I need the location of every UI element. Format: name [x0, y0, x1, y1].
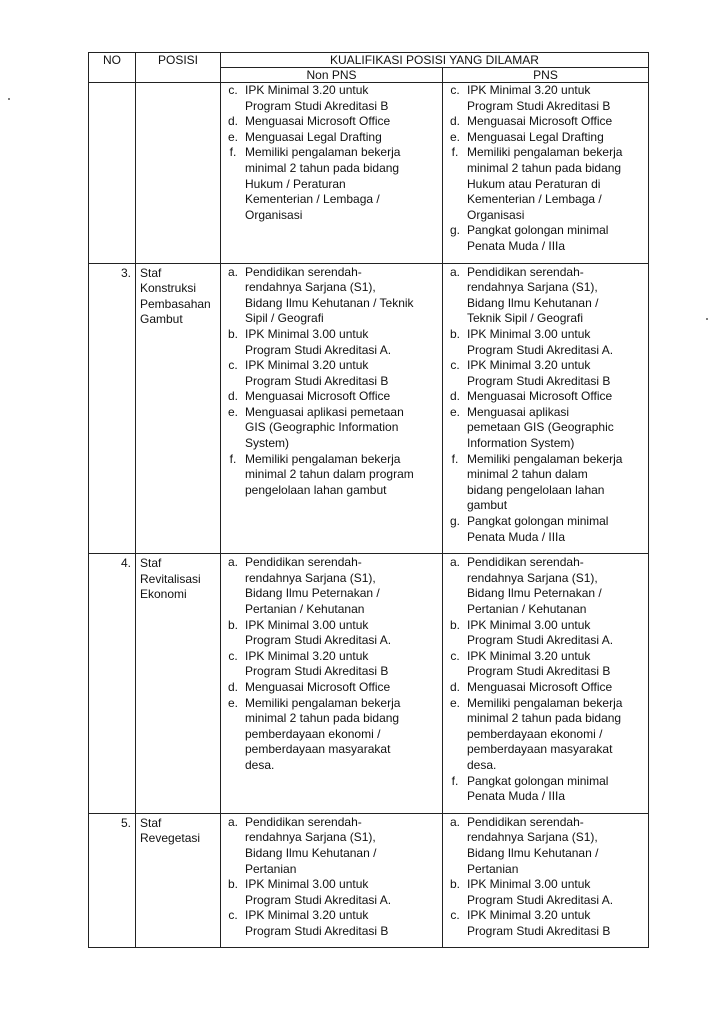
pns-qualifications: [443, 83, 649, 264]
item-letter: c.: [450, 83, 460, 97]
position-name: Staf Revegetasi: [136, 813, 221, 948]
item-text: Memiliki pengalaman bekerja minimal 2 tahun pada bidang pemberdayaan ekonomi / pemberdayaan masyarakat desa.: [245, 695, 401, 772]
item-text: Memiliki pengalaman bekerja minimal 2 tahun pada bidang Hukum / Peraturan Kementerian / Lembaga / Organisasi: [245, 145, 401, 222]
qualification-item: [443, 358, 646, 389]
qualification-list: [221, 265, 440, 499]
item-letter: e.: [449, 695, 460, 710]
qualification-item: [221, 389, 440, 405]
item-letter: c.: [228, 648, 238, 663]
qualification-item: [221, 680, 440, 696]
item-letter: f.: [229, 145, 237, 160]
qualification-item: [221, 815, 440, 877]
header-kualifikasi: KUALIFIKASI POSISI YANG DILAMAR: [221, 53, 649, 68]
qualification-item: [443, 452, 646, 514]
table-body: [89, 83, 649, 948]
table-row: [89, 813, 649, 948]
position-name: [136, 83, 221, 264]
item-letter: d.: [227, 114, 238, 129]
qualification-item: [443, 223, 646, 254]
row-number: 5.: [89, 813, 136, 948]
header-no: NO: [89, 53, 136, 83]
item-letter: e.: [227, 404, 238, 419]
qualification-item: [443, 389, 646, 405]
scan-speck: [8, 98, 10, 100]
qualification-item: [443, 130, 646, 146]
item-text: IPK Minimal 3.20 untuk Program Studi Akreditasi B: [467, 648, 611, 679]
item-text: IPK Minimal 3.00 untuk Program Studi Akreditasi A.: [245, 326, 392, 357]
item-text: IPK Minimal 3.00 untuk Program Studi Akreditasi A.: [467, 877, 614, 907]
header-pns: PNS: [443, 68, 649, 83]
item-text: Pendidikan serendah- rendahnya Sarjana (S1), Bidang Ilmu Peternakan / Pertanian / Kehutanan: [467, 555, 602, 616]
scan-speck: [706, 318, 708, 320]
item-text: Menguasai Microsoft Office: [245, 679, 391, 694]
qualification-item: [443, 774, 646, 805]
item-text: Memiliki pengalaman bekerja minimal 2 tahun pada bidang pemberdayaan ekonomi / pemberdayaan masyarakat desa.: [467, 695, 623, 772]
item-letter: a.: [227, 555, 238, 570]
item-letter: g.: [449, 514, 460, 529]
item-text: Menguasai Legal Drafting: [245, 129, 382, 144]
qualification-item: [221, 908, 440, 939]
qualification-item: [221, 696, 440, 774]
qualification-item: [221, 265, 440, 327]
position-name: Staf Revitalisasi Ekonomi: [136, 554, 221, 814]
item-text: IPK Minimal 3.00 untuk Program Studi Akreditasi A.: [467, 326, 614, 357]
item-letter: c.: [228, 358, 238, 373]
item-letter: f.: [451, 451, 459, 466]
qualification-item: [443, 514, 646, 545]
item-letter: b.: [449, 617, 460, 632]
item-letter: a.: [227, 814, 238, 829]
item-letter: e.: [227, 695, 238, 710]
item-text: IPK Minimal 3.00 untuk Program Studi Akreditasi A.: [245, 877, 392, 907]
qualification-item: [443, 908, 646, 939]
item-text: Pendidikan serendah- rendahnya Sarjana (S1), Bidang Ilmu Kehutanan / Pertanian: [467, 814, 599, 876]
item-letter: d.: [449, 114, 460, 129]
item-text: Menguasai Microsoft Office: [467, 114, 613, 129]
position-name: Staf Konstruksi Pembasahan Gambut: [136, 263, 221, 554]
qualification-item: [221, 145, 440, 223]
qualification-item: [221, 877, 440, 908]
qualification-item: [443, 618, 646, 649]
pns-qualifications: [443, 554, 649, 814]
item-letter: d.: [449, 389, 460, 404]
item-letter: e.: [227, 129, 238, 144]
qualification-list: [221, 815, 440, 940]
non-pns-qualifications: [221, 263, 443, 554]
item-text: Menguasai Microsoft Office: [467, 679, 613, 694]
qualification-table: [88, 52, 649, 948]
item-letter: b.: [227, 617, 238, 632]
item-letter: f.: [451, 773, 459, 788]
item-text: Memiliki pengalaman bekerja minimal 2 tahun pada bidang Hukum atau Peraturan di Kementerian / Lembaga / Organisasi: [467, 145, 623, 222]
qualification-item: [221, 327, 440, 358]
qualification-item: [221, 358, 440, 389]
item-text: IPK Minimal 3.20 untuk Program Studi Akreditasi B: [467, 83, 611, 113]
table-row: [89, 83, 649, 264]
item-letter: f.: [229, 451, 237, 466]
item-letter: c.: [228, 908, 238, 923]
qualification-item: [221, 452, 440, 499]
row-number: 3.: [89, 263, 136, 554]
table-row: [89, 554, 649, 814]
item-text: Pangkat golongan minimal Penata Muda / IIIa: [467, 514, 609, 544]
item-letter: c.: [228, 83, 238, 97]
item-letter: b.: [449, 877, 460, 892]
item-text: IPK Minimal 3.20 untuk Program Studi Akreditasi B: [467, 358, 611, 388]
item-text: Pendidikan serendah- rendahnya Sarjana (S1), Bidang Ilmu Peternakan / Pertanian / Kehutanan: [245, 555, 380, 616]
qualification-list: [443, 265, 646, 546]
header-non-pns: Non PNS: [221, 68, 443, 83]
item-text: Pendidikan serendah- rendahnya Sarjana (S1), Bidang Ilmu Kehutanan / Teknik Sipil / Geografi: [467, 264, 599, 326]
qualification-item: [443, 696, 646, 774]
item-letter: f.: [451, 145, 459, 160]
qualification-list: [443, 555, 646, 805]
item-letter: g.: [449, 223, 460, 238]
header-posisi: POSISI: [136, 53, 221, 83]
item-text: Pendidikan serendah- rendahnya Sarjana (S1), Bidang Ilmu Kehutanan / Teknik Sipil / Geografi: [245, 264, 414, 326]
item-text: Menguasai aplikasi pemetaan GIS (Geographic Information System): [467, 404, 614, 451]
qualification-list: [221, 83, 440, 223]
item-text: IPK Minimal 3.20 untuk Program Studi Akreditasi B: [467, 908, 611, 938]
qualification-item: [443, 83, 646, 114]
qualification-item: [443, 649, 646, 680]
item-text: Memiliki pengalaman bekerja minimal 2 tahun dalam program pengelolaan lahan gambut: [245, 451, 414, 497]
qualification-item: [443, 327, 646, 358]
item-letter: c.: [450, 648, 460, 663]
table-row: [89, 263, 649, 554]
item-text: Pangkat golongan minimal Penata Muda / IIIa: [467, 773, 609, 804]
item-text: IPK Minimal 3.20 untuk Program Studi Akreditasi B: [245, 358, 389, 388]
item-text: Menguasai Microsoft Office: [467, 389, 613, 404]
qualification-item: [443, 405, 646, 452]
item-letter: d.: [449, 679, 460, 694]
item-letter: d.: [227, 679, 238, 694]
item-text: IPK Minimal 3.00 untuk Program Studi Akreditasi A.: [245, 617, 392, 648]
item-letter: a.: [449, 264, 460, 279]
qualification-item: [443, 815, 646, 877]
item-letter: e.: [449, 129, 460, 144]
qualification-item: [443, 145, 646, 223]
item-text: Menguasai aplikasi pemetaan GIS (Geographic Information System): [245, 404, 404, 451]
qualification-item: [221, 649, 440, 680]
item-letter: a.: [227, 264, 238, 279]
qualification-item: [221, 618, 440, 649]
item-letter: b.: [227, 877, 238, 892]
qualification-list: [443, 815, 646, 940]
item-text: IPK Minimal 3.20 untuk Program Studi Akreditasi B: [245, 908, 389, 938]
qualification-item: [443, 680, 646, 696]
qualification-item: [443, 265, 646, 327]
qualification-item: [221, 114, 440, 130]
item-text: Menguasai Microsoft Office: [245, 114, 391, 129]
pns-qualifications: [443, 813, 649, 948]
item-letter: b.: [449, 326, 460, 341]
item-letter: a.: [449, 814, 460, 829]
item-letter: e.: [449, 404, 460, 419]
qualification-item: [221, 555, 440, 617]
qualification-item: [221, 405, 440, 452]
qualification-list: [443, 83, 646, 255]
item-text: IPK Minimal 3.20 untuk Program Studi Akreditasi B: [245, 648, 389, 679]
item-letter: b.: [227, 326, 238, 341]
non-pns-qualifications: [221, 83, 443, 264]
row-number: [89, 83, 136, 264]
qualification-item: [221, 130, 440, 146]
non-pns-qualifications: [221, 554, 443, 814]
qualification-list: [221, 555, 440, 773]
qualification-item: [443, 555, 646, 617]
row-number: 4.: [89, 554, 136, 814]
non-pns-qualifications: [221, 813, 443, 948]
item-text: Menguasai Legal Drafting: [467, 129, 604, 144]
qualification-item: [443, 877, 646, 908]
item-letter: d.: [227, 389, 238, 404]
item-text: Memiliki pengalaman bekerja minimal 2 tahun dalam bidang pengelolaan lahan gambut: [467, 451, 623, 513]
item-text: Menguasai Microsoft Office: [245, 389, 391, 404]
item-text: Pangkat golongan minimal Penata Muda / IIIa: [467, 223, 609, 253]
qualification-item: [221, 83, 440, 114]
item-text: IPK Minimal 3.20 untuk Program Studi Akreditasi B: [245, 83, 389, 113]
item-text: IPK Minimal 3.00 untuk Program Studi Akreditasi A.: [467, 617, 614, 648]
item-letter: c.: [450, 908, 460, 923]
item-letter: a.: [449, 555, 460, 570]
pns-qualifications: [443, 263, 649, 554]
item-text: Pendidikan serendah- rendahnya Sarjana (S1), Bidang Ilmu Kehutanan / Pertanian: [245, 814, 377, 876]
item-letter: c.: [450, 358, 460, 373]
qualification-item: [443, 114, 646, 130]
